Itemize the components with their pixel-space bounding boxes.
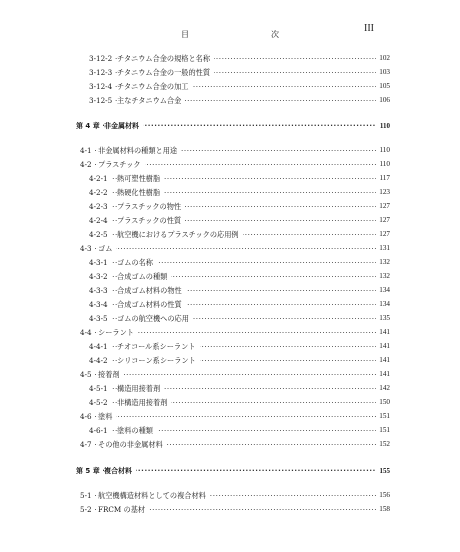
entry-page-number: 135 bbox=[376, 313, 390, 324]
page-title: 目 次 bbox=[181, 30, 301, 39]
toc-entry bbox=[0, 53, 460, 64]
entry-number: 4-3-5 bbox=[89, 313, 111, 324]
entry-page-number: 103 bbox=[376, 67, 390, 78]
page-number: III bbox=[364, 23, 374, 34]
entry-number: 4-3-2 bbox=[89, 271, 111, 282]
toc-entry bbox=[0, 257, 460, 268]
entry-title: 構造用接着剤 bbox=[117, 383, 164, 394]
entry-page-number: 141 bbox=[376, 355, 390, 366]
entry-page-number: 110 bbox=[376, 121, 390, 132]
toc-entry bbox=[0, 271, 460, 282]
entry-number: 4-4-1 bbox=[89, 341, 111, 352]
toc-entry bbox=[0, 425, 460, 436]
toc-entry bbox=[0, 229, 460, 240]
entry-number: 5-1 bbox=[80, 490, 95, 501]
toc-entry bbox=[0, 67, 460, 78]
entry-page-number: 151 bbox=[376, 425, 390, 436]
entry-number: 4-2 bbox=[80, 159, 95, 170]
toc-entry bbox=[0, 383, 460, 394]
entry-title: ゴムの航空機への応用 bbox=[117, 313, 193, 324]
entry-page-number: 141 bbox=[376, 327, 390, 338]
entry-title: 非金属材料の種類と用途 bbox=[98, 145, 181, 156]
entry-number: 4-2-1 bbox=[89, 173, 111, 184]
entry-title: チオコール系シーラント bbox=[117, 341, 200, 352]
entry-number: 3-12-3 bbox=[89, 67, 115, 78]
entry-title: 航空機におけるプラスチックの応用例 bbox=[117, 229, 243, 240]
toc-entry bbox=[0, 490, 460, 501]
entry-number: 5-2 bbox=[80, 504, 95, 515]
entry-number: 4-6 bbox=[80, 411, 95, 422]
entry-title: 合成ゴムの種類 bbox=[117, 271, 171, 282]
entry-title: プラスチックの性質 bbox=[117, 215, 185, 226]
entry-title: 複合材料 bbox=[104, 466, 136, 477]
entry-number: 4-2-3 bbox=[89, 201, 111, 212]
entry-title: 航空機構造材料としての複合材料 bbox=[98, 490, 210, 501]
entry-title: 熱硬化性樹脂 bbox=[117, 187, 164, 198]
entry-title: 塗料 bbox=[98, 411, 116, 422]
entry-page-number: 132 bbox=[376, 257, 390, 268]
entry-page-number: 155 bbox=[376, 466, 390, 477]
entry-number: 4-7 bbox=[80, 439, 95, 450]
entry-title: 塗料の種類 bbox=[117, 425, 157, 436]
entry-number: 4-2-2 bbox=[89, 187, 111, 198]
entry-page-number: 110 bbox=[376, 145, 390, 156]
toc-entry bbox=[0, 95, 460, 106]
entry-number: 4-4-2 bbox=[89, 355, 111, 366]
entry-page-number: 117 bbox=[376, 173, 390, 184]
entry-page-number: 123 bbox=[376, 187, 390, 198]
toc-chapter-entry bbox=[0, 466, 460, 477]
toc-entry bbox=[0, 159, 460, 170]
entry-number: 4-3-4 bbox=[89, 299, 111, 310]
entry-title: チタニウム合金の加工 bbox=[117, 81, 192, 92]
toc-entry bbox=[0, 313, 460, 324]
entry-page-number: 127 bbox=[376, 229, 390, 240]
toc-entry bbox=[0, 201, 460, 212]
entry-number: 3-12-4 bbox=[89, 81, 115, 92]
entry-number: 4-2-4 bbox=[89, 215, 111, 226]
entry-number: 4-3-1 bbox=[89, 257, 111, 268]
entry-title: FRCM の基材 bbox=[98, 504, 149, 515]
entry-number: 第 4 章 bbox=[76, 121, 103, 132]
toc-entry bbox=[0, 145, 460, 156]
entry-page-number: 141 bbox=[376, 341, 390, 352]
toc-entry bbox=[0, 411, 460, 422]
toc-entry bbox=[0, 299, 460, 310]
entry-title: ゴム bbox=[98, 243, 116, 254]
entry-title: 非金属材料 bbox=[104, 121, 143, 132]
entry-page-number: 141 bbox=[376, 369, 390, 380]
entry-title: その他の非金属材料 bbox=[98, 439, 167, 450]
entry-title: チタニウム合金の一般的性質 bbox=[117, 67, 214, 78]
dot-leader bbox=[80, 411, 376, 422]
entry-number: 4-5-2 bbox=[89, 397, 111, 408]
entry-number: 第 5 章 bbox=[76, 466, 103, 477]
entry-title: 熱可塑性樹脂 bbox=[117, 173, 164, 184]
entry-number: 4-6-1 bbox=[89, 425, 111, 436]
entry-title: シリコーン系シーラント bbox=[117, 355, 200, 366]
toc-entry bbox=[0, 341, 460, 352]
entry-title: 主なチタニウム合金 bbox=[117, 95, 185, 106]
entry-page-number: 151 bbox=[376, 411, 390, 422]
entry-number: 4-3-3 bbox=[89, 285, 111, 296]
entry-page-number: 132 bbox=[376, 271, 390, 282]
entry-number: 4-2-5 bbox=[89, 229, 111, 240]
entry-title: チタニウム合金の規格と名称 bbox=[117, 53, 214, 64]
entry-number: 4-5-1 bbox=[89, 383, 111, 394]
entry-page-number: 105 bbox=[376, 81, 390, 92]
toc-entry bbox=[0, 215, 460, 226]
entry-title: 合成ゴム材料の性質 bbox=[117, 299, 186, 310]
dot-leader bbox=[80, 243, 376, 254]
entry-page-number: 127 bbox=[376, 215, 390, 226]
entry-page-number: 110 bbox=[376, 159, 390, 170]
entry-page-number: 142 bbox=[376, 383, 390, 394]
entry-page-number: 131 bbox=[376, 243, 390, 254]
entry-number: 4-4 bbox=[80, 327, 95, 338]
toc-entry bbox=[0, 355, 460, 366]
entry-page-number: 102 bbox=[376, 53, 390, 64]
toc-entry bbox=[0, 504, 460, 515]
entry-page-number: 156 bbox=[376, 490, 390, 501]
entry-title: ゴムの名称 bbox=[117, 257, 157, 268]
entry-title: 接着剤 bbox=[98, 369, 124, 380]
toc-entry bbox=[0, 439, 460, 450]
entry-number: 4-3 bbox=[80, 243, 95, 254]
toc-entry bbox=[0, 327, 460, 338]
toc-entry bbox=[0, 369, 460, 380]
entry-number: 3-12-2 bbox=[89, 53, 115, 64]
entry-title: プラスチックの物性 bbox=[117, 201, 185, 212]
toc-chapter-entry bbox=[0, 121, 460, 132]
entry-title: 非構造用接着剤 bbox=[117, 397, 171, 408]
toc-entry bbox=[0, 173, 460, 184]
entry-number: 4-5 bbox=[80, 369, 95, 380]
entry-page-number: 152 bbox=[376, 439, 390, 450]
toc-entry bbox=[0, 397, 460, 408]
entry-page-number: 134 bbox=[376, 285, 390, 296]
toc-entry bbox=[0, 81, 460, 92]
entry-number: 3-12-5 bbox=[89, 95, 115, 106]
entry-page-number: 106 bbox=[376, 95, 390, 106]
toc-entry bbox=[0, 285, 460, 296]
entry-page-number: 127 bbox=[376, 201, 390, 212]
dot-leader bbox=[80, 369, 376, 380]
entry-page-number: 150 bbox=[376, 397, 390, 408]
toc-entry bbox=[0, 187, 460, 198]
entry-title: シーラント bbox=[98, 327, 138, 338]
entry-number: 4-1 bbox=[80, 145, 95, 156]
entry-title: 合成ゴム材料の物性 bbox=[117, 285, 186, 296]
entry-page-number: 134 bbox=[376, 299, 390, 310]
entry-title: プラスチック bbox=[98, 159, 145, 170]
toc-entry bbox=[0, 243, 460, 254]
entry-page-number: 158 bbox=[376, 504, 390, 515]
